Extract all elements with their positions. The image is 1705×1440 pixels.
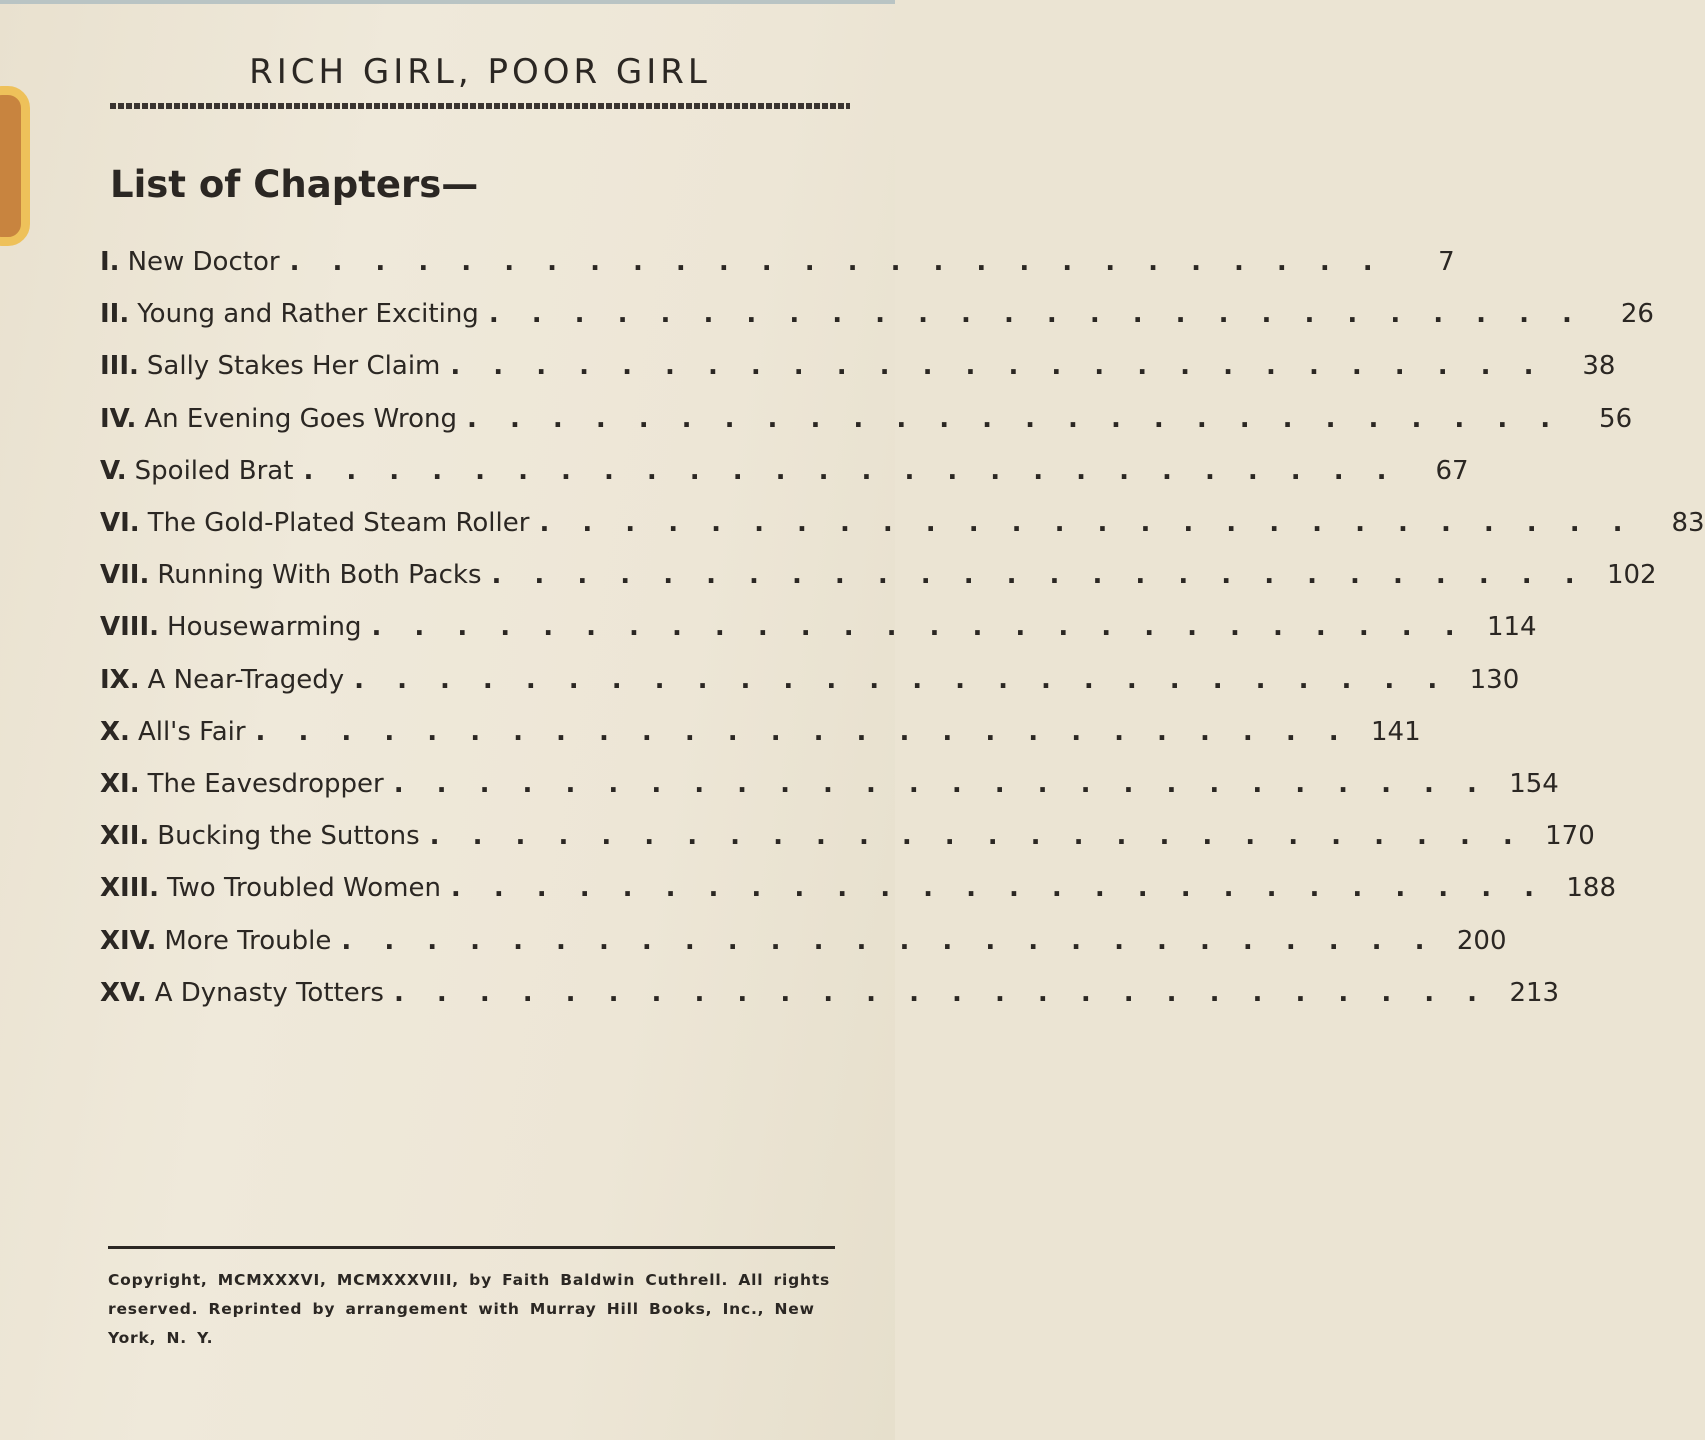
- chapter-title: Running With Both Packs: [157, 560, 482, 591]
- chapter-page-number: 154: [1509, 768, 1559, 799]
- chapter-title: More Trouble: [164, 925, 332, 956]
- chapter-page-number: 67: [1435, 455, 1469, 486]
- chapter-row: [100, 497, 1705, 549]
- page-top-edge: [0, 0, 895, 4]
- chapter-numeral: XV.: [100, 977, 147, 1008]
- dot-leader: . . . . . . . . . . . . . . . . . . . . . . . . . .: [255, 716, 1351, 747]
- chapter-title: All's Fair: [137, 716, 246, 747]
- chapter-numeral: I.: [100, 247, 120, 278]
- chapter-page-number: 114: [1486, 612, 1537, 643]
- chapter-page-number: 170: [1545, 821, 1595, 852]
- chapter-title: Spoiled Brat: [134, 455, 294, 486]
- chapter-numeral: IV.: [100, 403, 137, 434]
- chapter-title: The Gold-Plated Steam Roller: [147, 508, 530, 539]
- dot-leader: . . . . . . . . . . . . . . . . . . . . . . . . . .: [393, 977, 1490, 1008]
- copyright-notice: Copyright, MCMXXXVI, MCMXXXVIII, by Faith Baldwin Cuthrell. All rights reserved. Reprinted by arrangement with Murray Hill Books, Inc., New York, N. Y.: [108, 1271, 831, 1347]
- dot-leader: . . . . . . . . . . . . . . . . . . . . . . . . . .: [539, 508, 1635, 539]
- chapter-row: [100, 393, 1633, 445]
- chapter-title: An Evening Goes Wrong: [144, 403, 458, 434]
- chapter-page-number: 38: [1582, 351, 1616, 382]
- chapter-page-number: 130: [1469, 664, 1520, 695]
- paper-clip: [0, 86, 30, 246]
- chapter-numeral: II.: [100, 299, 130, 330]
- chapter-row: [100, 654, 1520, 706]
- chapter-title: A Near-Tragedy: [147, 664, 345, 695]
- chapter-title: A Dynasty Totters: [154, 977, 384, 1008]
- dot-leader: . . . . . . . . . . . . . . . . . . . . . . . . . .: [341, 925, 1437, 956]
- dot-leader: . . . . . . . . . . . . . . . . . . . . . . . . . .: [450, 351, 1546, 382]
- dot-leader: . . . . . . . . . . . . . . . . . . . . . . . . . .: [371, 612, 1467, 643]
- dot-leader: . . . . . . . . . . . . . . . . . . . . . . . . . .: [450, 873, 1547, 904]
- dot-leader: . . . . . . . . . . . . . . . . . . . . . . . . . .: [467, 403, 1563, 434]
- chapter-page-number: 141: [1371, 716, 1421, 747]
- chapter-numeral: XIII.: [100, 873, 159, 904]
- chapter-row: [100, 601, 1537, 653]
- chapter-row: [100, 967, 1560, 1019]
- chapter-row: [100, 706, 1421, 758]
- chapter-numeral: VI.: [100, 508, 140, 539]
- chapter-row: [100, 810, 1595, 862]
- chapter-numeral: XIV.: [100, 925, 157, 956]
- chapter-page-number: 56: [1599, 403, 1633, 434]
- chapter-numeral: VII.: [100, 560, 150, 591]
- chapter-title: New Doctor: [127, 247, 280, 278]
- title-dashed-rule: [110, 103, 850, 109]
- dot-leader: . . . . . . . . . . . . . . . . . . . . . . . . . .: [354, 664, 1450, 695]
- chapter-title: The Eavesdropper: [147, 768, 384, 799]
- chapter-title: Young and Rather Exciting: [137, 299, 479, 330]
- chapter-title: Sally Stakes Her Claim: [146, 351, 441, 382]
- bottom-rule: [108, 1246, 835, 1249]
- chapter-row: [100, 914, 1507, 966]
- chapter-page-number: 26: [1620, 299, 1654, 330]
- chapter-title: Bucking the Suttons: [157, 821, 420, 852]
- chapter-numeral: VIII.: [100, 612, 160, 643]
- dot-leader: . . . . . . . . . . . . . . . . . . . . . . . . . .: [488, 299, 1584, 330]
- chapter-numeral: X.: [100, 716, 130, 747]
- chapter-numeral: V.: [100, 455, 127, 486]
- dot-leader: . . . . . . . . . . . . . . . . . . . . . . . . . .: [491, 560, 1587, 591]
- chapter-numeral: IX.: [100, 664, 140, 695]
- book-title: RICH GIRL, POOR GIRL: [249, 52, 711, 92]
- chapter-page-number: 83: [1671, 508, 1705, 539]
- list-heading: List of Chapters—: [110, 163, 479, 206]
- chapter-page-number: 7: [1438, 247, 1455, 278]
- dot-leader: . . . . . . . . . . . . . . . . . . . . . . . . . .: [429, 821, 1525, 852]
- chapter-row: [100, 758, 1559, 810]
- dot-leader: . . . . . . . . . . . . . . . . . . . . . . . . . .: [303, 455, 1399, 486]
- chapter-list: [100, 236, 1705, 1019]
- chapter-row: [100, 549, 1657, 601]
- chapter-numeral: XI.: [100, 768, 140, 799]
- chapter-page-number: 200: [1456, 925, 1507, 956]
- chapter-row: [100, 288, 1654, 340]
- chapter-numeral: III.: [100, 351, 139, 382]
- chapter-page-number: 213: [1509, 977, 1560, 1008]
- chapter-page-number: 102: [1606, 560, 1657, 591]
- chapter-title: Housewarming: [167, 612, 362, 643]
- chapter-numeral: XII.: [100, 821, 150, 852]
- chapter-row: [100, 340, 1616, 392]
- chapter-row: [100, 862, 1617, 914]
- chapter-title: Two Troubled Women: [166, 873, 441, 904]
- chapter-page-number: 188: [1566, 873, 1617, 904]
- chapter-row: [100, 236, 1455, 288]
- dot-leader: . . . . . . . . . . . . . . . . . . . . . . . . . .: [393, 768, 1489, 799]
- chapter-row: [100, 445, 1469, 497]
- dot-leader: . . . . . . . . . . . . . . . . . . . . . . . . . .: [289, 247, 1385, 278]
